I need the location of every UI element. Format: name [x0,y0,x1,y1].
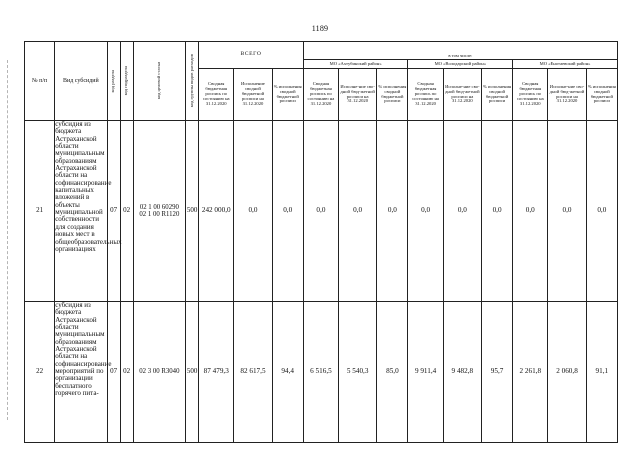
header-mo1-pct: % исполнения сводной бюджетной росписи [377,69,408,121]
mo3-pct: 0,0 [586,121,617,302]
mo1-pct: 85,0 [377,302,408,443]
header-mo-enotaevsky: МО «Енотаевский район» [513,60,618,69]
header-row-1 [25,42,618,60]
header-section-code-label: код раздела [110,69,116,93]
header-mo1-exec: Исполне-ние сво-дной бюд-жетной росписи на 31.12.2020 [339,69,377,121]
header-mo3-pct: % исполнения сводной бюджетной росписи [586,69,617,121]
header-including: в том числе: [303,42,617,60]
header-mo2-pct: % исполнения сводной бюджетной росписи [481,69,512,121]
expense-group-code: 500 [186,121,199,302]
section-code: 07 [107,302,120,443]
subsidy-report-table [24,41,618,443]
mo1-pct: 0,0 [377,121,408,302]
header-total-pct: % исполнения сводной бюджетной росписи [272,69,303,121]
total-plan: 87 479,3 [199,302,234,443]
header-expense-group-code-label: код группы видов расходов [188,54,194,108]
header-num: № п/п [25,42,55,121]
header-subsidy-type: Вид субсидий [55,42,107,121]
header-mo2-plan: Сводная бюджетная роспись по состоянию на 31.12.2020 [408,69,443,121]
header-mo-volodarsky: МО «Володарский район» [408,60,513,69]
header-mo-akhtubinsky: МО «Ахтубинский район» [303,60,408,69]
total-pct: 94,4 [272,302,303,443]
subsidy-name: субсидия из бюджета Астраханской области муниципальным образованиям Астраханской области на софинансирование мероприятий по организации бесплатного горячего пита- [55,302,107,443]
mo2-exec: 9 482,8 [443,302,481,443]
total-plan: 242 000,0 [199,121,234,302]
table-row [25,302,618,443]
mo2-pct: 95,7 [481,302,512,443]
page-number: 1189 [311,24,329,33]
header-target-code-label: код целевой статьи [155,62,161,100]
total-exec: 82 617,5 [234,302,272,443]
target-code-line-2: 02 1 00 R1120 [139,211,180,218]
mo2-exec: 0,0 [443,121,481,302]
mo3-pct: 91,1 [586,302,617,443]
mo1-plan: 6 516,5 [303,302,338,443]
section-code: 07 [107,121,120,302]
binder-line [7,60,8,420]
header-subsection-code-label: код подраздела [123,66,129,96]
mo1-plan: 0,0 [303,121,338,302]
total-pct: 0,0 [272,121,303,302]
header-subsection-code [120,42,133,121]
header-mo3-plan: Сводная бюджетная роспись по состоянию на 31.12.2020 [513,69,548,121]
mo1-exec: 5 540,3 [339,302,377,443]
subsection-code: 02 [120,121,133,302]
header-mo1-plan: Сводная бюджетная роспись по состоянию на 31.12.2020 [303,69,338,121]
row-number: 22 [25,302,55,443]
mo3-exec: 0,0 [548,121,586,302]
header-section-code [107,42,120,121]
table-row [25,121,618,302]
header-total: ВСЕГО [199,42,304,69]
total-exec: 0,0 [234,121,272,302]
header-target-code [133,42,185,121]
mo2-plan: 0,0 [408,121,443,302]
target-code [133,121,185,302]
mo1-exec: 0,0 [339,121,377,302]
header-mo3-exec: Исполне-ние сво-дной бюд-жетной росписи на 31.12.2020 [548,69,586,121]
target-code [133,302,185,443]
subsidy-name: субсидия из бюджета Астраханской области муниципальным образованиям Астраханской области на софинансирование капитальных вложений в объекты муниципальной собственности для создания новых мест в общеобразовательных организациях [55,121,107,302]
header-total-exec: Исполнение сводной бюджетной росписи на 31.12.2020 [234,69,272,121]
row-number: 21 [25,121,55,302]
subsection-code: 02 [120,302,133,443]
mo3-exec: 2 060,8 [548,302,586,443]
header-mo2-exec: Исполне-ние сво-дной бюд-жетной росписи на 31.12.2020 [443,69,481,121]
mo2-plan: 9 911,4 [408,302,443,443]
target-code-line-1: 02 3 00 R3040 [139,368,180,376]
mo2-pct: 0,0 [481,121,512,302]
header-expense-group-code [186,42,199,121]
header-total-plan: Сводная бюджетная роспись по состоянию на 31.12.2020 [199,69,234,121]
mo3-plan: 0,0 [513,121,548,302]
target-code-line-1: 02 1 00 60290 [139,203,179,211]
expense-group-code: 500 [186,302,199,443]
mo3-plan: 2 261,8 [513,302,548,443]
